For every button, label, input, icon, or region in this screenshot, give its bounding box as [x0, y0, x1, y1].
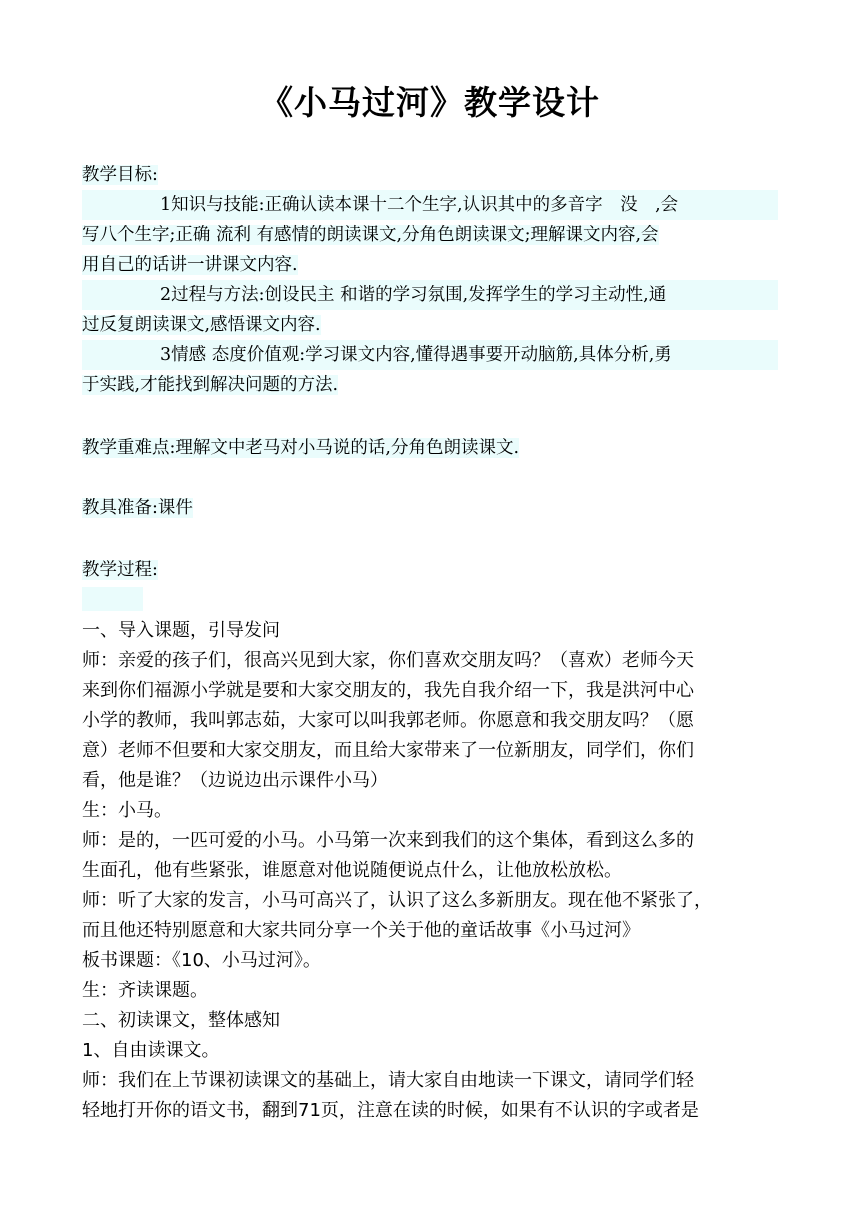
process-line: 师：是的，一匹可爱的小马。小马第一次来到我们的这个集体，看到这么多的: [82, 830, 694, 851]
highlight-block: [82, 587, 143, 611]
objective-line: 过反复朗读课文,感悟课文内容.: [82, 315, 321, 335]
process-line: 一、导入课题，引导发问: [82, 620, 280, 641]
process-line: 生：齐读课题。: [82, 980, 208, 1001]
document-title: 《小马过河》教学设计: [260, 83, 600, 122]
key-points-section: [82, 433, 778, 463]
process-line: 1、自由读课文。: [82, 1040, 220, 1061]
materials-text: 教具准备:课件: [82, 498, 193, 518]
process-heading-section: [82, 555, 778, 585]
objectives-heading: 教学目标:: [82, 165, 158, 185]
objectives-section: [82, 160, 778, 400]
process-line: 板书课题：《10、小马过河》。: [82, 950, 321, 971]
objective-line: 3情感 态度价值观:学习课文内容,懂得遇事要开动脑筋,具体分析,勇: [160, 345, 672, 365]
process-heading: 教学过程:: [82, 560, 158, 580]
process-line: 生面孔，他有些紧张，谁愿意对他说随便说点什么，让他放松放松。: [82, 860, 622, 881]
process-line: 师：听了大家的发言，小马可高兴了，认识了这么多新朋友。现在他不紧张了，: [82, 890, 712, 911]
process-body: [82, 616, 782, 1126]
objective-line: 写八个生字;正确 流利 有感情的朗读课文,分角色朗读课文;理解课文内容,会: [82, 225, 659, 245]
objective-line: 1知识与技能:正确认读本课十二个生字,认识其中的多音字 没 ,会: [160, 195, 679, 215]
process-line: 来到你们福源小学就是要和大家交朋友的，我先自我介绍一下，我是洪河中心: [82, 680, 694, 701]
key-points-text: 教学重难点:理解文中老马对小马说的话,分角色朗读课文.: [82, 438, 520, 458]
process-line: 意）老师不但要和大家交朋友，而且给大家带来了一位新朋友，同学们，你们: [82, 740, 694, 761]
process-line: 师：亲爱的孩子们，很高兴见到大家，你们喜欢交朋友吗？（喜欢）老师今天: [82, 650, 694, 671]
process-line: 师：我们在上节课初读课文的基础上，请大家自由地读一下课文，请同学们轻: [82, 1070, 694, 1091]
process-line: 生：小马。: [82, 800, 172, 821]
process-line: 看，他是谁？（边说边出示课件小马）: [82, 770, 388, 791]
process-line: 小学的教师，我叫郭志茹，大家可以叫我郭老师。你愿意和我交朋友吗？（愿: [82, 710, 694, 731]
objective-line: 2过程与方法:创设民主 和谐的学习氛围,发挥学生的学习主动性,通: [160, 285, 667, 305]
materials-section: [82, 493, 778, 523]
objective-line: 用自己的话讲一讲课文内容.: [82, 255, 298, 275]
objective-line: 于实践,才能找到解决问题的方法.: [82, 375, 339, 395]
process-line: 二、初读课文，整体感知: [82, 1010, 280, 1031]
process-line: 轻地打开你的语文书，翻到71页，注意在读的时候，如果有不认识的字或者是: [82, 1100, 699, 1121]
process-line: 而且他还特别愿意和大家共同分享一个关于他的童话故事《小马过河》: [82, 920, 640, 941]
